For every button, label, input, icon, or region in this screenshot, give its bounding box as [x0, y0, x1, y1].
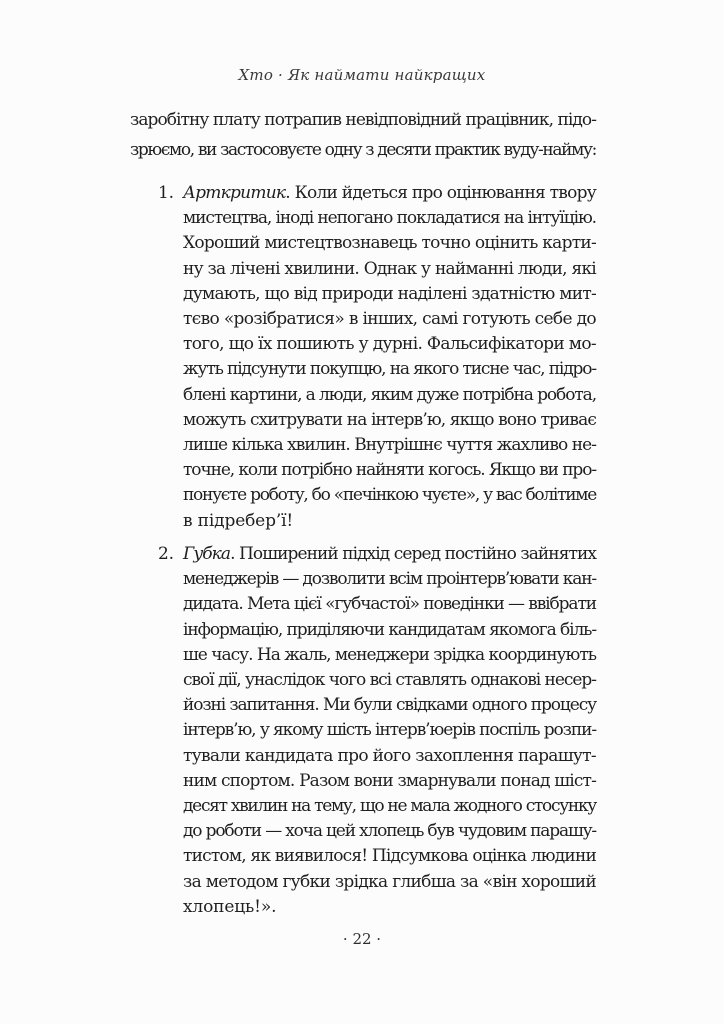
- list-item-text: . Поширений підхід серед постійно зайнятих: [230, 544, 596, 564]
- list-item-text: свої дії, унаслідок чого всі ставлять однакові несер-: [183, 670, 596, 690]
- list-item-text: блені картини, а люди, яким дуже потрібна робота,: [183, 385, 596, 405]
- paragraph-line: заробітну плату потрапив невідповідний працівник, підо-: [130, 110, 596, 130]
- list-item-line: [183, 284, 596, 304]
- list-item-line: [183, 569, 596, 589]
- paragraph-line: зрюємо, ви застосовуєте одну з десяти практик вуду-найму:: [130, 140, 596, 160]
- list-item-text: інформацію, приділяючи кандидатам якомога біль-: [183, 620, 596, 640]
- list-item-text: менеджерів — дозволити всім проінтерв’ювати кан-: [183, 569, 596, 589]
- list-item-text: жуть підсунути покупцю, на якого тисне час, підро-: [183, 359, 596, 379]
- list-item-text: в підребер’ї!: [183, 511, 294, 531]
- list-item-line: [183, 872, 596, 892]
- page-number: · 22 ·: [342, 930, 382, 948]
- list-item-number: 1.: [158, 183, 174, 203]
- list-item-line: [183, 846, 596, 866]
- list-item-line: [183, 544, 596, 564]
- list-item-line: [183, 208, 596, 228]
- list-item-line: [183, 183, 596, 203]
- list-item-text: понуєте роботу, бо «печінкою чуєте», у вас болітиме: [183, 485, 596, 505]
- list-item-line: [183, 645, 596, 665]
- list-item-text: ну за лічені хвилини. Однак у найманні люди, які: [183, 259, 596, 279]
- list-item-line: [183, 410, 596, 430]
- list-item-line: [183, 897, 276, 917]
- list-item-text: ше часу. На жаль, менеджери зрідка координують: [183, 645, 596, 665]
- intro-line: [130, 140, 596, 160]
- list-item-text: тистом, як виявилося! Підсумкова оцінка людини: [183, 846, 596, 866]
- list-item-line: [183, 334, 596, 354]
- list-item-line: [183, 359, 596, 379]
- list-item-line: [183, 670, 596, 690]
- list-item-text: ним спортом. Разом вони змарнували понад шіст-: [183, 771, 596, 791]
- list-item-text: . Коли йдеться про оцінювання твору: [285, 183, 596, 203]
- list-item-line: [183, 385, 596, 405]
- list-item-line: [183, 720, 596, 740]
- list-item-text: за методом губки зрідка глибша за «він хороший: [183, 872, 596, 892]
- list-item-text: лише кілька хвилин. Внутрішнє чуття жахливо не-: [183, 435, 596, 455]
- list-item-line: [183, 796, 596, 816]
- list-item-text: хлопець!».: [183, 897, 277, 917]
- list-item-number: 2.: [158, 544, 174, 564]
- list-item-line: [183, 511, 293, 531]
- list-item-line: [183, 821, 596, 841]
- list-item-text: до роботи — хоча цей хлопець був чудовим парашу-: [183, 821, 596, 841]
- list-item-text: дидата. Мета цієї «губчастої» поведінки — ввібрати: [183, 594, 596, 614]
- list-item-line: [183, 435, 596, 455]
- list-item-line: [183, 460, 596, 480]
- list-item-text: Хороший мистецтвознавець точно оцінить карти-: [183, 233, 596, 253]
- list-item-text: йозні запитання. Ми були свідками одного процесу: [183, 695, 596, 715]
- list-item-line: [183, 771, 596, 791]
- list-item-text: інтерв’ю, у якому шість інтерв’юерів поспіль розпи-: [183, 720, 596, 740]
- list-item-line: [183, 594, 596, 614]
- list-item-text: тєво «розібратися» в інших, самі готують себе до: [183, 309, 596, 329]
- list-item-line: [183, 695, 596, 715]
- list-item-line: [183, 259, 596, 279]
- list-item-term: Губка: [183, 544, 231, 564]
- list-item-line: [183, 233, 596, 253]
- list-item-line: [183, 485, 596, 505]
- running-header: Хто · Як наймати найкращих: [238, 66, 486, 84]
- list-item-line: [183, 620, 596, 640]
- list-item-text: можуть схитрувати на інтерв’ю, якщо воно триває: [183, 410, 596, 430]
- list-item-line: [183, 746, 596, 766]
- intro-line: [130, 110, 596, 130]
- list-item-text: того, що їх пошиють у дурні. Фальсифікатори мо-: [183, 334, 596, 354]
- list-item-text: думають, що від природи наділені здатністю мит-: [183, 284, 596, 304]
- list-item-text: тували кандидата про його захоплення парашут-: [183, 746, 596, 766]
- list-item-term: Арткритик: [183, 183, 286, 203]
- list-item-text: точне, коли потрібно найняти когось. Якщо ви про-: [183, 460, 596, 480]
- list-item-line: [183, 309, 596, 329]
- list-item-text: мистецтва, іноді непогано покладатися на інтуїцію.: [183, 208, 596, 228]
- list-item-text: десят хвилин на тему, що не мала жодного стосунку: [183, 796, 596, 816]
